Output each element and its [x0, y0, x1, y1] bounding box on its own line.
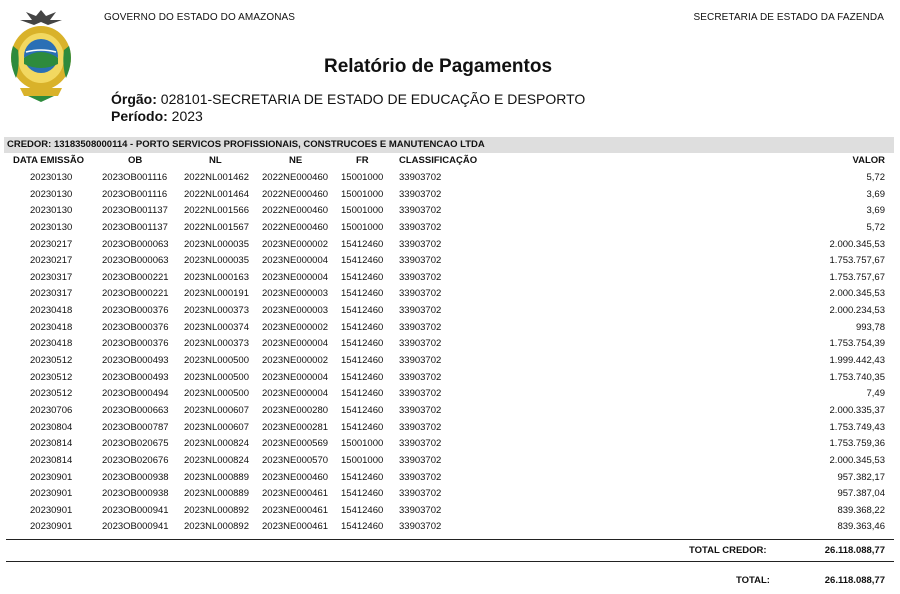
cell-classificacao: 33903702 [399, 238, 442, 250]
cell-ob: 2023OB001137 [102, 221, 168, 233]
cell-data-emissao: 20230130 [30, 172, 73, 183]
cell-valor: 1.753.754,39 [829, 338, 885, 350]
cell-valor: 1.753.740,35 [829, 371, 885, 383]
table-row [0, 354, 900, 371]
cell-classificacao: 33903702 [399, 454, 442, 466]
cell-classificacao: 33903702 [399, 271, 442, 283]
cell-nl: 2023NL000892 [184, 521, 249, 533]
cell-nl: 2023NL000373 [184, 305, 249, 317]
table-row [0, 171, 900, 188]
cell-valor: 2.000.234,53 [829, 305, 885, 317]
table-row [0, 471, 900, 488]
cell-ob: 2023OB000787 [102, 421, 169, 433]
cell-fr: 15412460 [341, 388, 384, 400]
table-row [0, 254, 900, 271]
cell-data-emissao: 20230217 [30, 238, 73, 250]
cell-ob: 2023OB001116 [102, 188, 168, 200]
cell-ne: 2023NE000569 [262, 438, 329, 450]
cell-valor: 1.753.757,67 [829, 255, 885, 267]
cell-ne: 2023NE000004 [262, 271, 329, 283]
total-credor-value: 26.118.088,77 [824, 545, 885, 556]
table-row [0, 304, 900, 321]
cell-ob: 2023OB000063 [102, 238, 169, 250]
cell-valor: 3,69 [866, 188, 885, 200]
cell-nl: 2023NL000500 [184, 388, 249, 400]
cell-fr: 15412460 [341, 238, 384, 250]
cell-valor: 957.387,04 [837, 488, 885, 500]
cell-classificacao: 33903702 [399, 355, 442, 367]
cell-valor: 3,69 [866, 205, 885, 217]
cell-data-emissao: 20230418 [30, 338, 73, 350]
cell-classificacao: 33903702 [399, 305, 442, 317]
cell-nl: 2023NL000824 [184, 438, 249, 450]
cell-ne: 2022NE000460 [262, 205, 329, 217]
orgao-line [111, 91, 585, 107]
cell-fr: 15412460 [341, 338, 384, 350]
cell-classificacao: 33903702 [399, 255, 442, 267]
periodo-label: Período: [111, 108, 168, 124]
cell-ne: 2023NE000002 [262, 238, 329, 250]
cell-classificacao: 33903702 [399, 388, 442, 400]
cell-valor: 7,49 [866, 388, 885, 400]
cell-fr: 15412460 [341, 355, 384, 367]
cell-classificacao: 33903702 [399, 521, 442, 533]
cell-classificacao: 33903702 [399, 421, 442, 433]
cell-ob: 2023OB000376 [102, 321, 169, 333]
cell-ob: 2023OB000941 [102, 521, 169, 533]
cell-fr: 15001000 [341, 454, 384, 466]
table-row [0, 454, 900, 471]
cell-classificacao: 33903702 [399, 321, 442, 333]
cell-data-emissao: 20230901 [30, 488, 73, 500]
header-left-text: GOVERNO DO ESTADO DO AMAZONAS [104, 12, 296, 23]
cell-ob: 2023OB001137 [102, 205, 168, 217]
periodo-value: 2023 [171, 108, 203, 124]
cell-data-emissao: 20230512 [30, 355, 73, 367]
cell-ne: 2023NE000002 [262, 355, 329, 367]
amazonas-coat-of-arms-icon [6, 6, 76, 104]
cell-ne: 2023NE000461 [262, 504, 329, 516]
cell-ob: 2023OB000493 [102, 371, 169, 383]
cell-nl: 2023NL000191 [184, 288, 249, 300]
cell-fr: 15001000 [341, 438, 384, 450]
cell-fr: 15412460 [341, 305, 384, 317]
cell-valor: 2.000.345,53 [829, 454, 885, 466]
cell-valor: 5,72 [866, 221, 885, 233]
cell-nl: 2022NL001566 [184, 205, 249, 217]
cell-classificacao: 33903702 [399, 371, 442, 383]
cell-classificacao: 33903702 [399, 488, 442, 500]
cell-data-emissao: 20230130 [30, 188, 73, 200]
col-header-data-emissao: DATA EMISSÃO [13, 155, 85, 166]
cell-data-emissao: 20230512 [30, 371, 73, 383]
col-header-valor: VALOR [852, 155, 885, 166]
periodo-line [111, 108, 203, 124]
table-row [0, 387, 900, 404]
cell-classificacao: 33903702 [399, 188, 442, 200]
cell-ob: 2023OB000376 [102, 338, 169, 350]
cell-valor: 993,78 [855, 321, 885, 333]
cell-ne: 2023NE000461 [262, 521, 329, 533]
col-header-fr: FR [356, 155, 369, 166]
col-header-nl: NL [209, 155, 222, 166]
cell-valor: 2.000.335,37 [829, 404, 885, 416]
cell-fr: 15412460 [341, 271, 384, 283]
cell-nl: 2023NL000500 [184, 355, 249, 367]
total-divider [6, 539, 894, 540]
cell-data-emissao: 20230217 [30, 255, 73, 267]
cell-fr: 15412460 [341, 404, 384, 416]
cell-ne: 2022NE000460 [262, 172, 329, 183]
cell-ne: 2023NE000004 [262, 371, 329, 383]
cell-nl: 2022NL001462 [184, 172, 249, 183]
cell-nl: 2023NL000607 [184, 404, 249, 416]
table-row [0, 487, 900, 504]
cell-ob: 2023OB000663 [102, 404, 169, 416]
credor-band: CREDOR: 13183508000114 - PORTO SERVICOS PROFISSIONAIS, CONSTRUCOES E MANUTENCAO LTDA [4, 137, 894, 153]
cell-ob: 2023OB000494 [102, 388, 169, 400]
cell-fr: 15001000 [341, 188, 384, 200]
cell-valor: 839.368,22 [837, 504, 885, 516]
cell-data-emissao: 20230814 [30, 438, 73, 450]
cell-classificacao: 33903702 [399, 221, 442, 233]
total-label: TOTAL: [736, 575, 770, 586]
cell-valor: 839.363,46 [837, 521, 885, 533]
cell-valor: 5,72 [866, 172, 885, 183]
col-header-ob: OB [128, 155, 143, 166]
cell-nl: 2023NL000889 [184, 471, 249, 483]
cell-nl: 2023NL000373 [184, 338, 249, 350]
table-row [0, 221, 900, 238]
cell-data-emissao: 20230814 [30, 454, 73, 466]
cell-fr: 15001000 [341, 172, 384, 183]
col-header-classificacao: CLASSIFICAÇÃO [399, 155, 478, 166]
report-title: Relatório de Pagamentos [323, 56, 553, 77]
cell-valor: 1.753.749,43 [829, 421, 885, 433]
cell-ob: 2023OB000941 [102, 504, 169, 516]
cell-classificacao: 33903702 [399, 172, 442, 183]
header-right-text: SECRETARIA DE ESTADO DA FAZENDA [693, 12, 884, 23]
cell-data-emissao: 20230418 [30, 321, 73, 333]
orgao-value: 028101-SECRETARIA DE ESTADO DE EDUCAÇÃO E DESPORTO [160, 91, 586, 107]
table-row [0, 520, 900, 537]
cell-data-emissao: 20230901 [30, 504, 73, 516]
table-row [0, 238, 900, 255]
cell-ne: 2022NE000460 [262, 221, 329, 233]
cell-nl: 2023NL000892 [184, 504, 249, 516]
cell-nl: 2023NL000163 [184, 271, 249, 283]
cell-classificacao: 33903702 [399, 404, 442, 416]
cell-classificacao: 33903702 [399, 338, 442, 350]
cell-ne: 2023NE000461 [262, 488, 329, 500]
total-divider [6, 561, 894, 562]
cell-fr: 15412460 [341, 321, 384, 333]
cell-valor: 2.000.345,53 [829, 238, 885, 250]
cell-data-emissao: 20230418 [30, 305, 73, 317]
cell-data-emissao: 20230901 [30, 471, 73, 483]
cell-nl: 2022NL001464 [184, 188, 249, 200]
cell-nl: 2023NL000035 [184, 238, 249, 250]
cell-valor: 2.000.345,53 [829, 288, 885, 300]
cell-ne: 2023NE000460 [262, 471, 329, 483]
table-row [0, 337, 900, 354]
cell-nl: 2022NL001567 [184, 221, 249, 233]
cell-ne: 2023NE000002 [262, 321, 329, 333]
cell-ne: 2023NE000280 [262, 404, 329, 416]
col-header-ne: NE [289, 155, 303, 166]
cell-classificacao: 33903702 [399, 438, 442, 450]
cell-valor: 1.753.757,67 [829, 271, 885, 283]
cell-valor: 957.382,17 [837, 471, 885, 483]
table-row [0, 404, 900, 421]
cell-data-emissao: 20230901 [30, 521, 73, 533]
cell-ob: 2023OB000221 [102, 271, 169, 283]
cell-ob: 2023OB000493 [102, 355, 169, 367]
orgao-label: Órgão: [111, 91, 157, 107]
cell-fr: 15412460 [341, 421, 384, 433]
table-row [0, 287, 900, 304]
cell-data-emissao: 20230130 [30, 205, 73, 217]
payments-table [0, 171, 900, 537]
cell-nl: 2023NL000374 [184, 321, 249, 333]
cell-ne: 2023NE000003 [262, 305, 329, 317]
cell-ne: 2023NE000570 [262, 454, 329, 466]
cell-data-emissao: 20230706 [30, 404, 73, 416]
cell-nl: 2023NL000035 [184, 255, 249, 267]
cell-valor: 1.999.442,43 [829, 355, 885, 367]
table-row [0, 504, 900, 521]
cell-ne: 2023NE000281 [262, 421, 329, 433]
cell-ob: 2023OB000938 [102, 471, 169, 483]
table-row [0, 371, 900, 388]
cell-ob: 2023OB020676 [102, 454, 169, 466]
cell-ob: 2023OB001116 [102, 172, 168, 183]
cell-ne: 2023NE000003 [262, 288, 329, 300]
cell-data-emissao: 20230317 [30, 288, 73, 300]
cell-ob: 2023OB000938 [102, 488, 169, 500]
table-row [0, 421, 900, 438]
cell-classificacao: 33903702 [399, 504, 442, 516]
cell-data-emissao: 20230130 [30, 221, 73, 233]
table-row [0, 321, 900, 338]
cell-fr: 15001000 [341, 221, 384, 233]
table-row [0, 271, 900, 288]
cell-fr: 15412460 [341, 504, 384, 516]
cell-fr: 15412460 [341, 371, 384, 383]
cell-nl: 2023NL000824 [184, 454, 249, 466]
cell-classificacao: 33903702 [399, 205, 442, 217]
cell-nl: 2023NL000500 [184, 371, 249, 383]
cell-ob: 2023OB020675 [102, 438, 169, 450]
cell-fr: 15001000 [341, 205, 384, 217]
cell-ob: 2023OB000063 [102, 255, 169, 267]
cell-fr: 15412460 [341, 488, 384, 500]
total-value: 26.118.088,77 [824, 575, 885, 586]
cell-nl: 2023NL000607 [184, 421, 249, 433]
table-row [0, 188, 900, 205]
cell-data-emissao: 20230804 [30, 421, 73, 433]
cell-fr: 15412460 [341, 288, 384, 300]
cell-data-emissao: 20230512 [30, 388, 73, 400]
cell-ob: 2023OB000221 [102, 288, 169, 300]
table-row [0, 437, 900, 454]
table-row [0, 204, 900, 221]
cell-ne: 2023NE000004 [262, 338, 329, 350]
cell-fr: 15412460 [341, 471, 384, 483]
cell-nl: 2023NL000889 [184, 488, 249, 500]
cell-classificacao: 33903702 [399, 471, 442, 483]
cell-classificacao: 33903702 [399, 288, 442, 300]
cell-ne: 2023NE000004 [262, 255, 329, 267]
cell-ne: 2022NE000460 [262, 188, 329, 200]
cell-valor: 1.753.759,36 [829, 438, 885, 450]
cell-fr: 15412460 [341, 255, 384, 267]
cell-fr: 15412460 [341, 521, 384, 533]
total-credor-label: TOTAL CREDOR: [689, 545, 767, 556]
cell-ob: 2023OB000376 [102, 305, 169, 317]
cell-ne: 2023NE000004 [262, 388, 329, 400]
cell-data-emissao: 20230317 [30, 271, 73, 283]
